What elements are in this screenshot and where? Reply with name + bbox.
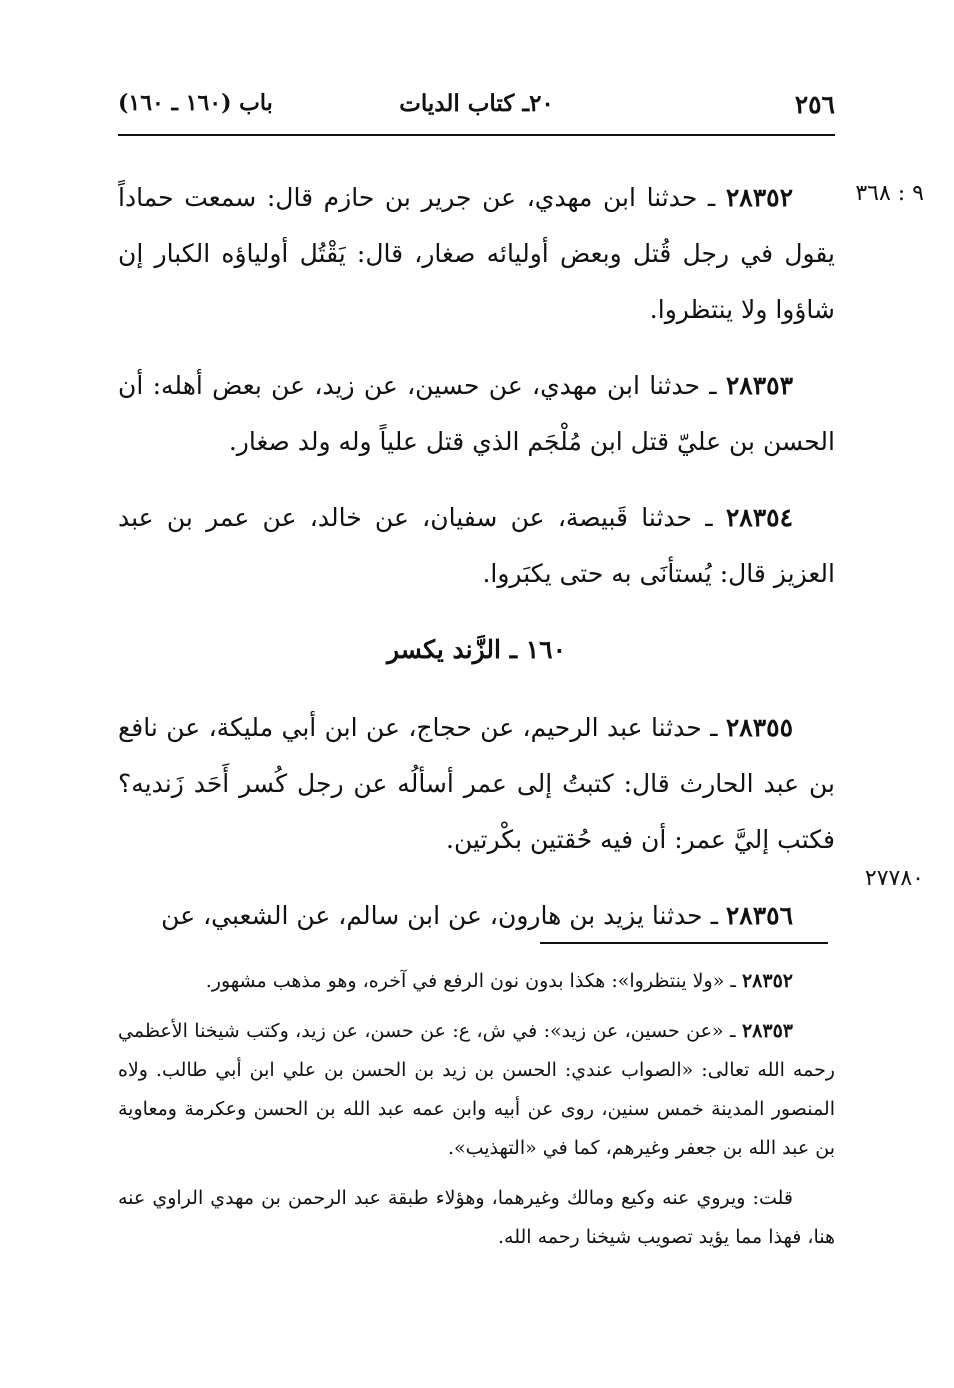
hadith-paragraph [118,490,835,602]
book-title: ٢٠ـ كتاب الديات [399,90,554,117]
hadith-paragraph [118,700,835,868]
hadith-number: ٢٨٣٥٥ [725,713,793,742]
hadith-text: ـ حدثنا عبد الرحيم، عن حجاج، عن ابن أبي مليكة، عن نافع بن عبد الحارث قال: كتبتُ إلى عمر أسألُه عن رجل كُسر أَحَد زَنديه؟ فكتب إليَّ عمر: أن فيه حُقتين بكْرتين. [118,713,835,854]
footnote-text: ـ «ولا ينتظروا»: هكذا بدون نون الرفع في آخره، وهو مذهب مشهور. [205,970,742,992]
margin-reference-bottom: ٢٧٧٨٠ [864,866,924,891]
hadith-number: ٢٨٣٥٣ [725,371,793,400]
hadith-number: ٢٨٣٥٢ [725,183,793,212]
footnote-text: قلت: ويروي عنه وكيع ومالك وغيرهما، وهؤلاء طبقة عبد الرحمن بن مهدي الراوي عنه هنا، فهذا مما يؤيد تصويب شيخنا رحمه الله. [118,1187,835,1248]
footnote [118,1179,835,1257]
hadith-text: ـ حدثنا ابن مهدي، عن جرير بن حازم قال: سمعت حماداً يقول في رجل قُتل وبعض أوليائه صغار، قال: يَقْتُل أولياؤه الكبار إن شاؤوا ولا ينتظروا. [118,183,835,324]
footnote-text: ـ «عن حسين، عن زيد»: في ش، ع: عن حسن، عن زيد، وكتب شيخنا الأعظمي رحمه الله تعالى: «الصواب عندي: الحسن بن زيد بن الحسن بن علي ابن أبي طالب. ولاه المنصور المدينة خمس سنين، روى عن أبيه وابن عمه عبد الله بن الحسن وعكرمة ومعاوية بن عبد الله بن جعفر وغيرهم، كما في «التهذيب». [118,1020,835,1159]
page-header [118,86,835,126]
chapter-range: باب (١٦٠ ـ ١٦٠) [118,90,273,116]
hadith-text: ـ حدثنا قَبيصة، عن سفيان، عن خالد، عن عمر بن عبد العزيز قال: يُستأنَى به حتى يكبَروا. [118,503,835,588]
hadith-number: ٢٨٣٥٦ [725,901,793,930]
section-heading: ١٦٠ ـ الزَّند يكسر [386,635,567,664]
footnote-number: ٢٨٣٥٢ [741,970,793,992]
margin-reference-top: ٩ : ٣٦٨ [855,181,924,206]
hadith-number: ٢٨٣٥٤ [725,503,793,532]
footnote [118,962,835,1001]
hadith-paragraph [118,888,835,944]
footnotes [118,962,835,1268]
footnote-number: ٢٨٣٥٣ [741,1020,793,1042]
header-divider [118,134,835,136]
hadith-paragraph [118,170,835,338]
page-number: ٢٥٦ [794,90,835,119]
hadith-paragraph [118,358,835,470]
hadith-text: ـ حدثنا ابن مهدي، عن حسين، عن زيد، عن بعض أهله: أن الحسن بن عليّ قتل ابن مُلْجَم الذي قتل علياً وله ولد صغار. [118,371,835,456]
footnote-divider [540,942,828,944]
footnote [118,1012,835,1168]
main-text [118,170,835,964]
hadith-text: ـ حدثنا يزيد بن هارون، عن ابن سالم، عن الشعبي، عن [161,901,726,930]
